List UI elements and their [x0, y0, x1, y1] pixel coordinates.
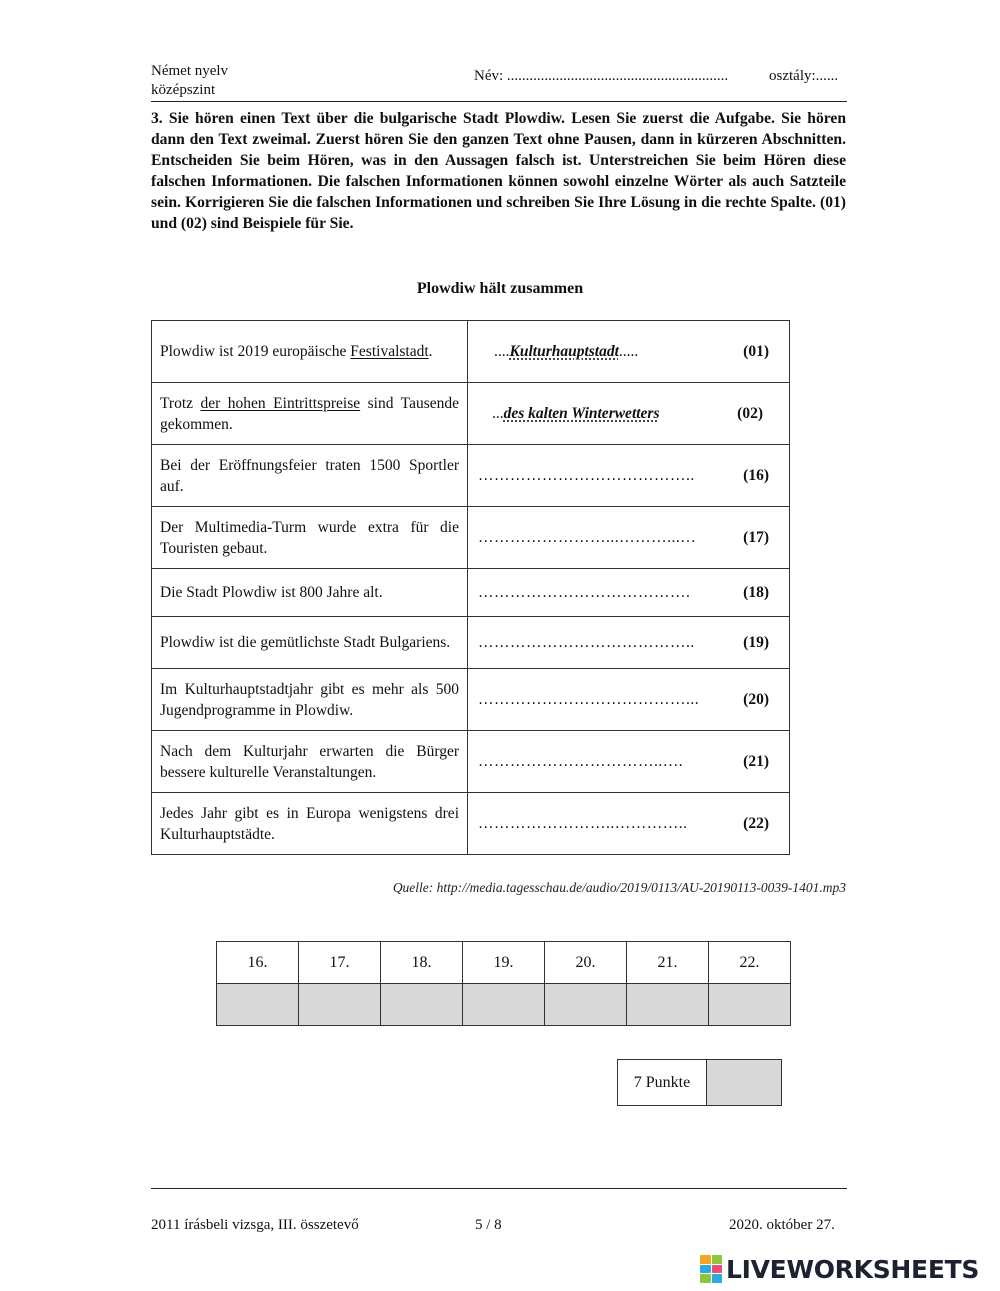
grid-input-cell[interactable]	[217, 984, 299, 1026]
item-number: (01)	[743, 343, 769, 360]
table-row	[152, 617, 790, 669]
footer-exam-info: 2011 írásbeli vizsga, III. összetevő	[151, 1217, 359, 1233]
answer-blank[interactable]: ……………………………..….	[478, 753, 684, 770]
class-field: osztály:......	[769, 68, 839, 84]
table-row	[152, 731, 790, 793]
item-number: (16)	[743, 467, 769, 484]
answer-blank[interactable]: ……………………...………...…	[478, 529, 697, 546]
grid-header-cell: 16.	[217, 942, 299, 984]
answer-blank[interactable]: ………………………………….	[478, 584, 691, 601]
liveworksheets-watermark	[700, 1252, 993, 1286]
answer-cell[interactable]	[468, 507, 790, 569]
answer-cell[interactable]	[468, 617, 790, 669]
statement-cell: Plowdiw ist die gemütlichste Stadt Bulgariens.	[152, 617, 468, 669]
grid-header-cell: 17.	[299, 942, 381, 984]
item-number: (02)	[737, 405, 763, 422]
answer-cell[interactable]	[468, 669, 790, 731]
table-row	[152, 383, 790, 445]
answer-blank[interactable]: …………………………………..	[478, 634, 695, 651]
answer-blank[interactable]: …………………………………..	[478, 467, 695, 484]
grid-header-cell: 19.	[463, 942, 545, 984]
item-number: (18)	[743, 584, 769, 601]
statement-text: sind Tausende gekommen.	[160, 394, 459, 433]
subject-line-1: Német nyelv	[151, 63, 229, 79]
liveworksheets-logo-icon	[700, 1255, 722, 1283]
footer-page-number: 5 / 8	[475, 1217, 502, 1233]
grid-header-cell: 22.	[709, 942, 791, 984]
item-number: (21)	[743, 753, 769, 770]
points-score-cell	[707, 1060, 782, 1106]
answer-grid-input-row	[217, 984, 791, 1026]
answer-blank[interactable]: ……………………..…………..	[478, 815, 688, 832]
statement-text: Plowdiw ist 2019 europäische	[160, 343, 351, 360]
header-divider	[151, 101, 847, 102]
subject-label	[151, 62, 228, 100]
statement-cell: Im Kulturhauptstadtjahr gibt es mehr als 500 Jugendprogramme in Plowdiw.	[152, 669, 468, 731]
subject-line-2: középszint	[151, 82, 216, 98]
table-row	[152, 507, 790, 569]
points-label: 7 Punkte	[618, 1060, 707, 1106]
grid-input-cell[interactable]	[627, 984, 709, 1026]
statement-cell: Bei der Eröffnungsfeier traten 1500 Sportler auf.	[152, 445, 468, 507]
answer-cell[interactable]	[468, 793, 790, 855]
name-field: Név: ...........................................................	[474, 68, 729, 84]
table-row	[152, 321, 790, 383]
task-instructions: 3. Sie hören einen Text über die bulgarische Stadt Plowdiw. Lesen Sie zuerst die Aufgabe. Sie hören dann den Text zweimal. Zuerst hören Sie den ganzen Text ohne Pausen, dann in kürzeren Abschnitten. Entscheiden Sie beim Hören, was in den Aussagen falsch ist. Unterstreichen Sie beim Hören diese falschen Informationen. Die falschen Informationen können sowohl einzelne Wörter als auch Satzteile sein. Korrigieren Sie die falschen Informationen und schreiben Sie Ihre Lösung in die rechte Spalte. (01) und (02) sind Beispiele für Sie.	[151, 110, 846, 232]
task-table	[151, 320, 790, 855]
statement-cell: Die Stadt Plowdiw ist 800 Jahre alt.	[152, 569, 468, 617]
statement-cell: Nach dem Kulturjahr erwarten die Bürger bessere kulturelle Veranstaltungen.	[152, 731, 468, 793]
statement-cell	[152, 321, 468, 383]
answer-cell[interactable]	[468, 731, 790, 793]
footer-date: 2020. október 27.	[729, 1217, 835, 1233]
grid-input-cell[interactable]	[709, 984, 791, 1026]
points-box	[617, 1059, 782, 1106]
statement-text: Trotz	[160, 394, 201, 412]
answer-cell	[468, 383, 790, 445]
item-number: (20)	[743, 691, 769, 708]
grid-input-cell[interactable]	[381, 984, 463, 1026]
example-answer: ...des kalten Winterwetters	[492, 405, 660, 422]
example-answer: ....Kulturhauptstadt.....	[494, 343, 639, 360]
statement-cell	[152, 383, 468, 445]
grid-input-cell[interactable]	[299, 984, 381, 1026]
footer-divider	[151, 1188, 847, 1189]
watermark-text: LIVEWORKSHEETS	[726, 1254, 980, 1284]
table-row	[152, 445, 790, 507]
table-row	[152, 669, 790, 731]
item-number: (17)	[743, 529, 769, 546]
source-citation: Quelle: http://media.tagesschau.de/audio/2019/0113/AU-20190113-0039-1401.mp3	[392, 880, 846, 895]
table-row	[152, 793, 790, 855]
grid-input-cell[interactable]	[463, 984, 545, 1026]
answer-grid-header-row	[217, 942, 791, 984]
table-row	[152, 569, 790, 617]
answer-cell	[468, 321, 790, 383]
statement-text: .	[428, 343, 433, 360]
answer-blank[interactable]: …………………………………...	[478, 691, 700, 708]
item-number: (22)	[743, 815, 769, 832]
answer-cell[interactable]	[468, 445, 790, 507]
grid-header-cell: 20.	[545, 942, 627, 984]
underlined-error: Festivalstadt	[350, 343, 429, 360]
grid-header-cell: 21.	[627, 942, 709, 984]
answer-cell[interactable]	[468, 569, 790, 617]
statement-cell: Jedes Jahr gibt es in Europa wenigstens drei Kulturhauptstädte.	[152, 793, 468, 855]
item-number: (19)	[743, 634, 769, 651]
underlined-error: der hohen Eintrittspreise	[200, 394, 361, 412]
task-title: Plowdiw hält zusammen	[416, 280, 584, 297]
statement-cell: Der Multimedia-Turm wurde extra für die Touristen gebaut.	[152, 507, 468, 569]
answer-grid	[216, 941, 791, 1026]
grid-header-cell: 18.	[381, 942, 463, 984]
grid-input-cell[interactable]	[545, 984, 627, 1026]
